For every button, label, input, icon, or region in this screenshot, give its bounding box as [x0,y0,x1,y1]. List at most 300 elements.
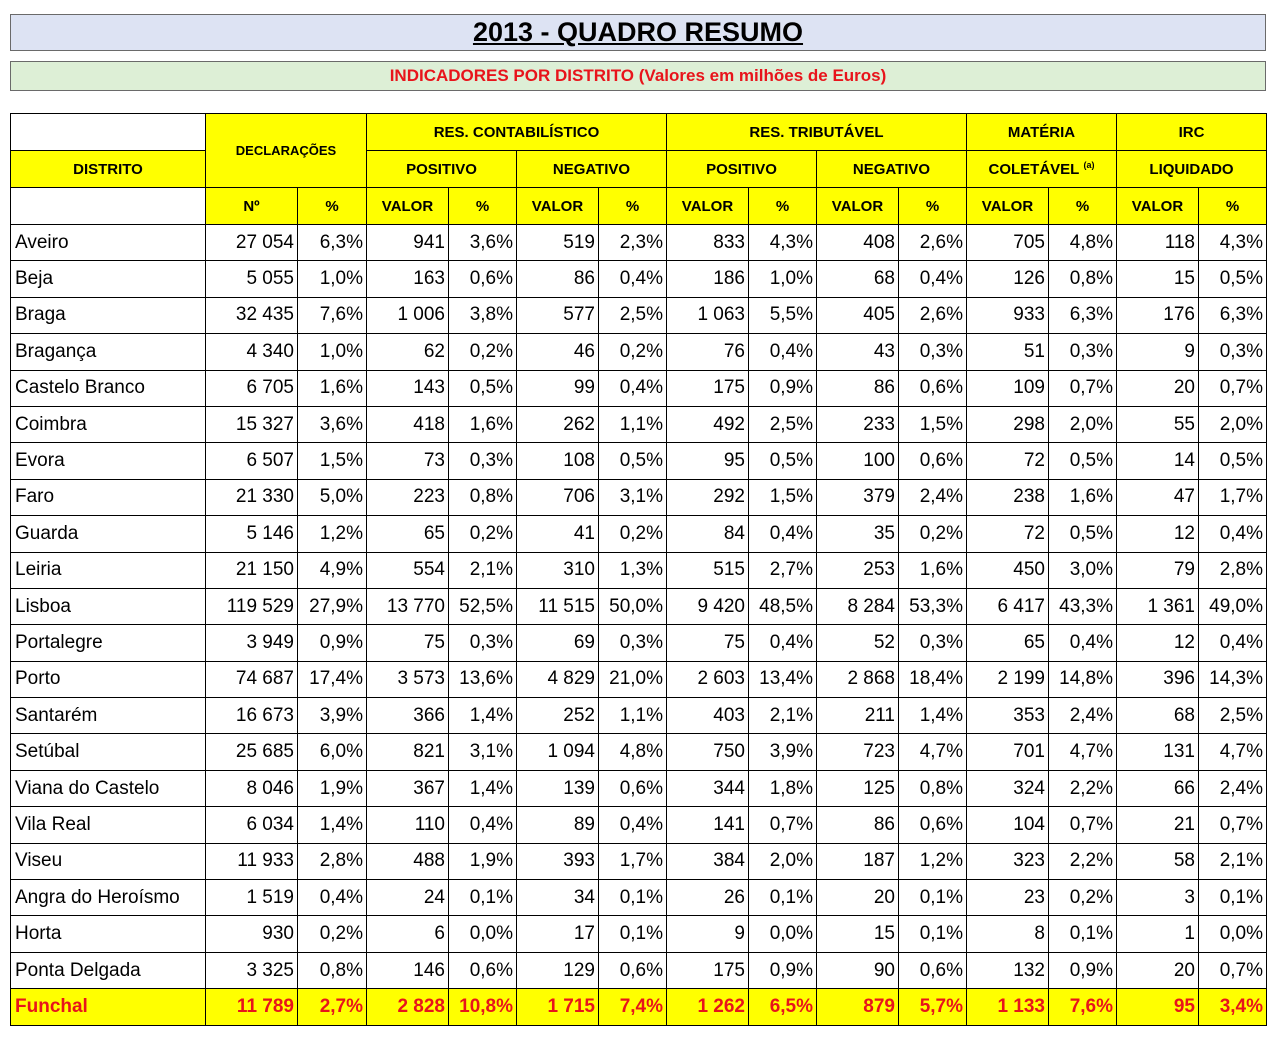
table-cell: 0,6% [599,770,667,806]
table-cell: 1,0% [298,261,367,297]
table-cell: 0,9% [749,370,817,406]
table-cell: 35 [817,516,899,552]
district-name: Lisboa [11,588,206,624]
table-cell: 2,0% [1049,406,1117,442]
header-contab-negativo: NEGATIVO [517,151,667,188]
table-cell: 1 715 [517,989,599,1025]
table-cell: 1 063 [667,297,749,333]
table-cell: 163 [367,261,449,297]
table-cell: 0,6% [899,952,967,988]
header-coletavel [967,151,1117,188]
table-row [11,443,1267,479]
district-name: Coimbra [11,406,206,442]
table-cell: 0,7% [1199,370,1267,406]
district-name: Guarda [11,516,206,552]
table-cell: 821 [367,734,449,770]
table-cell: 4,7% [1049,734,1117,770]
table-cell: 450 [967,552,1049,588]
district-name: Horta [11,916,206,952]
table-cell: 8 284 [817,588,899,624]
table-cell: 515 [667,552,749,588]
table-cell: 32 435 [206,297,298,333]
table-cell: 723 [817,734,899,770]
table-cell: 79 [1117,552,1199,588]
table-cell: 55 [1117,406,1199,442]
table-cell: 13,6% [449,661,517,697]
table-cell: 12 [1117,516,1199,552]
table-cell: 3 [1117,880,1199,916]
table-row [11,880,1267,916]
header-pct: % [599,188,667,225]
table-cell: 1,4% [449,698,517,734]
table-cell: 0,4% [298,880,367,916]
table-cell: 99 [517,370,599,406]
table-cell: 1,6% [899,552,967,588]
table-cell: 0,5% [449,370,517,406]
table-cell: 21,0% [599,661,667,697]
table-cell: 108 [517,443,599,479]
subtitle-main: INDICADORES POR DISTRITO [389,66,635,85]
table-cell: 51 [967,334,1049,370]
district-name: Angra do Heroísmo [11,880,206,916]
district-name: Viana do Castelo [11,770,206,806]
table-cell: 408 [817,225,899,261]
table-cell: 1,5% [298,443,367,479]
table-cell: 27 054 [206,225,298,261]
table-cell: 1,1% [599,698,667,734]
table-cell: 5,7% [899,989,967,1025]
table-cell: 2,7% [749,552,817,588]
table-cell: 13,4% [749,661,817,697]
table-cell: 3,4% [1199,989,1267,1025]
table-cell: 2,7% [298,989,367,1025]
table-cell: 0,6% [599,952,667,988]
table-cell: 52,5% [449,588,517,624]
table-cell: 0,3% [1049,334,1117,370]
table-cell: 14,8% [1049,661,1117,697]
table-cell: 24 [367,880,449,916]
table-cell: 0,3% [1199,334,1267,370]
table-cell: 4,8% [599,734,667,770]
table-cell: 0,5% [1199,261,1267,297]
table-cell: 11 789 [206,989,298,1025]
table-cell: 0,9% [298,625,367,661]
table-cell: 21 330 [206,479,298,515]
district-name: Beja [11,261,206,297]
table-cell: 41 [517,516,599,552]
table-cell: 0,2% [298,916,367,952]
header-pct: % [298,188,367,225]
table-cell: 1 [1117,916,1199,952]
district-name: Viseu [11,843,206,879]
table-cell: 3 949 [206,625,298,661]
table-cell: 0,5% [1199,443,1267,479]
table-cell: 1 361 [1117,588,1199,624]
table-cell: 0,7% [1049,370,1117,406]
table-cell: 0,4% [749,334,817,370]
table-cell: 68 [817,261,899,297]
table-cell: 14,3% [1199,661,1267,697]
table-row [11,334,1267,370]
table-cell: 353 [967,698,1049,734]
table-cell: 0,6% [899,807,967,843]
table-cell: 0,1% [599,880,667,916]
table-cell: 0,2% [449,516,517,552]
indicators-table [10,113,1267,1026]
district-name: Santarém [11,698,206,734]
table-cell: 3,9% [298,698,367,734]
header-materia: MATÉRIA [967,114,1117,151]
table-cell: 2,3% [599,225,667,261]
table-cell: 0,0% [449,916,517,952]
table-cell: 0,8% [899,770,967,806]
table-cell: 6 [367,916,449,952]
table-cell: 100 [817,443,899,479]
table-cell: 5 146 [206,516,298,552]
page-title: 2013 - QUADRO RESUMO [472,17,804,47]
table-body [11,114,1267,1026]
table-cell: 0,0% [1199,916,1267,952]
table-cell: 75 [367,625,449,661]
table-cell: 2,4% [899,479,967,515]
table-cell: 4,9% [298,552,367,588]
table-cell: 0,4% [599,807,667,843]
table-cell: 0,7% [1199,952,1267,988]
table-cell: 141 [667,807,749,843]
header-pct: % [449,188,517,225]
header-valor: VALOR [817,188,899,225]
table-cell: 1,2% [899,843,967,879]
table-cell: 3,8% [449,297,517,333]
table-cell: 131 [1117,734,1199,770]
table-cell: 0,2% [1049,880,1117,916]
table-cell: 554 [367,552,449,588]
district-name: Setúbal [11,734,206,770]
table-cell: 0,2% [899,516,967,552]
table-cell: 2 199 [967,661,1049,697]
table-cell: 27,9% [298,588,367,624]
district-name: Bragança [11,334,206,370]
table-cell: 403 [667,698,749,734]
table-cell: 1,5% [899,406,967,442]
table-cell: 10,8% [449,989,517,1025]
table-cell: 941 [367,225,449,261]
table-cell: 1,4% [899,698,967,734]
table-cell: 49,0% [1199,588,1267,624]
table-cell: 879 [817,989,899,1025]
table-cell: 0,7% [1049,807,1117,843]
table-cell: 2,8% [1199,552,1267,588]
header-trib-negativo: NEGATIVO [817,151,967,188]
table-cell: 2,5% [1199,698,1267,734]
table-cell: 0,6% [899,443,967,479]
table-cell: 65 [967,625,1049,661]
table-cell: 21 150 [206,552,298,588]
table-cell: 17,4% [298,661,367,697]
table-cell: 2,2% [1049,770,1117,806]
highlight-row [11,989,1267,1025]
table-cell: 298 [967,406,1049,442]
district-name: Leiria [11,552,206,588]
table-cell: 1,2% [298,516,367,552]
table-cell: 0,3% [899,625,967,661]
table-cell: 4,8% [1049,225,1117,261]
table-cell: 3,1% [599,479,667,515]
table-cell: 6,0% [298,734,367,770]
table-cell: 0,2% [449,334,517,370]
table-row [11,516,1267,552]
table-cell: 65 [367,516,449,552]
table-row [11,406,1267,442]
table-cell: 418 [367,406,449,442]
table-row [11,625,1267,661]
title-bar [10,14,1266,51]
header-distrito-blank [11,114,206,151]
table-cell: 323 [967,843,1049,879]
table-cell: 72 [967,443,1049,479]
table-cell: 0,3% [449,443,517,479]
table-cell: 0,4% [1049,625,1117,661]
header-valor: VALOR [367,188,449,225]
district-name: Braga [11,297,206,333]
table-row [11,297,1267,333]
table-cell: 0,8% [298,952,367,988]
subtitle-bar [10,61,1266,91]
table-cell: 46 [517,334,599,370]
table-cell: 0,3% [899,334,967,370]
table-cell: 119 529 [206,588,298,624]
table-cell: 175 [667,952,749,988]
table-cell: 0,1% [1049,916,1117,952]
table-cell: 15 [817,916,899,952]
table-cell: 324 [967,770,1049,806]
table-cell: 86 [517,261,599,297]
table-cell: 396 [1117,661,1199,697]
table-cell: 519 [517,225,599,261]
table-cell: 34 [517,880,599,916]
table-cell: 1,6% [449,406,517,442]
table-cell: 2,1% [749,698,817,734]
table-cell: 86 [817,807,899,843]
table-cell: 0,7% [749,807,817,843]
table-cell: 13 770 [367,588,449,624]
table-cell: 233 [817,406,899,442]
table-cell: 238 [967,479,1049,515]
table-cell: 0,8% [449,479,517,515]
table-cell: 175 [667,370,749,406]
table-cell: 0,9% [749,952,817,988]
table-cell: 2,6% [899,225,967,261]
table-row [11,370,1267,406]
table-cell: 7,6% [298,297,367,333]
table-cell: 2,6% [899,297,967,333]
header-row-1 [11,114,1267,151]
table-cell: 1,6% [1049,479,1117,515]
table-cell: 2,5% [599,297,667,333]
table-cell: 0,5% [599,443,667,479]
table-cell: 3 573 [367,661,449,697]
table-cell: 577 [517,297,599,333]
table-cell: 52 [817,625,899,661]
table-cell: 0,8% [1049,261,1117,297]
table-cell: 2,4% [1049,698,1117,734]
header-valor: VALOR [967,188,1049,225]
table-cell: 0,2% [599,334,667,370]
table-cell: 1,1% [599,406,667,442]
table-cell: 1,3% [599,552,667,588]
table-cell: 11 515 [517,588,599,624]
table-cell: 367 [367,770,449,806]
table-cell: 18,4% [899,661,967,697]
table-cell: 0,4% [599,261,667,297]
table-cell: 15 [1117,261,1199,297]
table-cell: 9 420 [667,588,749,624]
table-cell: 6 507 [206,443,298,479]
table-cell: 86 [817,370,899,406]
table-cell: 488 [367,843,449,879]
district-name: Ponta Delgada [11,952,206,988]
table-cell: 126 [967,261,1049,297]
table-cell: 1,6% [298,370,367,406]
table-row [11,734,1267,770]
table-cell: 211 [817,698,899,734]
table-cell: 43 [817,334,899,370]
table-cell: 1,7% [1199,479,1267,515]
table-cell: 1,9% [298,770,367,806]
table-cell: 20 [817,880,899,916]
table-row [11,952,1267,988]
header-irc: IRC [1117,114,1267,151]
table-cell: 6 417 [967,588,1049,624]
table-cell: 6,5% [749,989,817,1025]
table-cell: 2,0% [1199,406,1267,442]
table-cell: 1,0% [298,334,367,370]
table-cell: 76 [667,334,749,370]
table-cell: 75 [667,625,749,661]
header-pct: % [1049,188,1117,225]
table-cell: 2,1% [1199,843,1267,879]
table-cell: 384 [667,843,749,879]
table-cell: 0,2% [599,516,667,552]
table-cell: 833 [667,225,749,261]
table-cell: 186 [667,261,749,297]
district-name: Portalegre [11,625,206,661]
table-cell: 252 [517,698,599,734]
table-cell: 23 [967,880,1049,916]
table-cell: 6,3% [298,225,367,261]
table-row [11,698,1267,734]
table-cell: 0,1% [899,916,967,952]
header-row-3 [11,188,1267,225]
table-cell: 0,6% [449,952,517,988]
table-cell: 2 828 [367,989,449,1025]
table-cell: 1 094 [517,734,599,770]
table-cell: 69 [517,625,599,661]
table-row [11,225,1267,261]
table-cell: 50,0% [599,588,667,624]
table-row [11,261,1267,297]
table-cell: 5,0% [298,479,367,515]
table-cell: 0,1% [749,880,817,916]
table-cell: 16 673 [206,698,298,734]
table-cell: 74 687 [206,661,298,697]
table-cell: 73 [367,443,449,479]
table-cell: 1,7% [599,843,667,879]
table-cell: 3 325 [206,952,298,988]
table-cell: 125 [817,770,899,806]
table-cell: 58 [1117,843,1199,879]
district-name: Castelo Branco [11,370,206,406]
table-cell: 750 [667,734,749,770]
table-cell: 930 [206,916,298,952]
header-res-tributavel: RES. TRIBUTÁVEL [667,114,967,151]
table-cell: 110 [367,807,449,843]
table-cell: 17 [517,916,599,952]
table-cell: 72 [967,516,1049,552]
table-cell: 21 [1117,807,1199,843]
header-contab-positivo: POSITIVO [367,151,517,188]
table-cell: 1,0% [749,261,817,297]
table-cell: 176 [1117,297,1199,333]
header-pct: % [1199,188,1267,225]
table-cell: 9 [1117,334,1199,370]
table-cell: 104 [967,807,1049,843]
table-cell: 0,4% [599,370,667,406]
table-cell: 0,1% [899,880,967,916]
table-cell: 20 [1117,952,1199,988]
table-cell: 0,3% [449,625,517,661]
table-cell: 8 046 [206,770,298,806]
table-cell: 5,5% [749,297,817,333]
district-name: Porto [11,661,206,697]
table-cell: 0,4% [1199,625,1267,661]
table-cell: 6 705 [206,370,298,406]
table-cell: 143 [367,370,449,406]
table-cell: 706 [517,479,599,515]
table-cell: 0,5% [1049,516,1117,552]
table-cell: 223 [367,479,449,515]
table-cell: 0,5% [749,443,817,479]
table-cell: 0,0% [749,916,817,952]
header-valor: VALOR [517,188,599,225]
table-cell: 4,3% [1199,225,1267,261]
table-cell: 6,3% [1049,297,1117,333]
table-cell: 187 [817,843,899,879]
header-row-2 [11,151,1267,188]
table-cell: 1 262 [667,989,749,1025]
header-distrito: DISTRITO [11,151,206,188]
table-cell: 66 [1117,770,1199,806]
table-cell: 139 [517,770,599,806]
table-cell: 0,5% [1049,443,1117,479]
table-row [11,552,1267,588]
table-cell: 1,9% [449,843,517,879]
table-cell: 3,9% [749,734,817,770]
table-cell: 132 [967,952,1049,988]
table-cell: 1,5% [749,479,817,515]
table-row [11,479,1267,515]
table-row [11,588,1267,624]
table-cell: 0,1% [599,916,667,952]
table-cell: 47 [1117,479,1199,515]
table-cell: 15 327 [206,406,298,442]
table-cell: 4,7% [1199,734,1267,770]
table-cell: 53,3% [899,588,967,624]
table-cell: 3,0% [1049,552,1117,588]
header-valor: VALOR [667,188,749,225]
table-cell: 7,4% [599,989,667,1025]
table-cell: 1 006 [367,297,449,333]
